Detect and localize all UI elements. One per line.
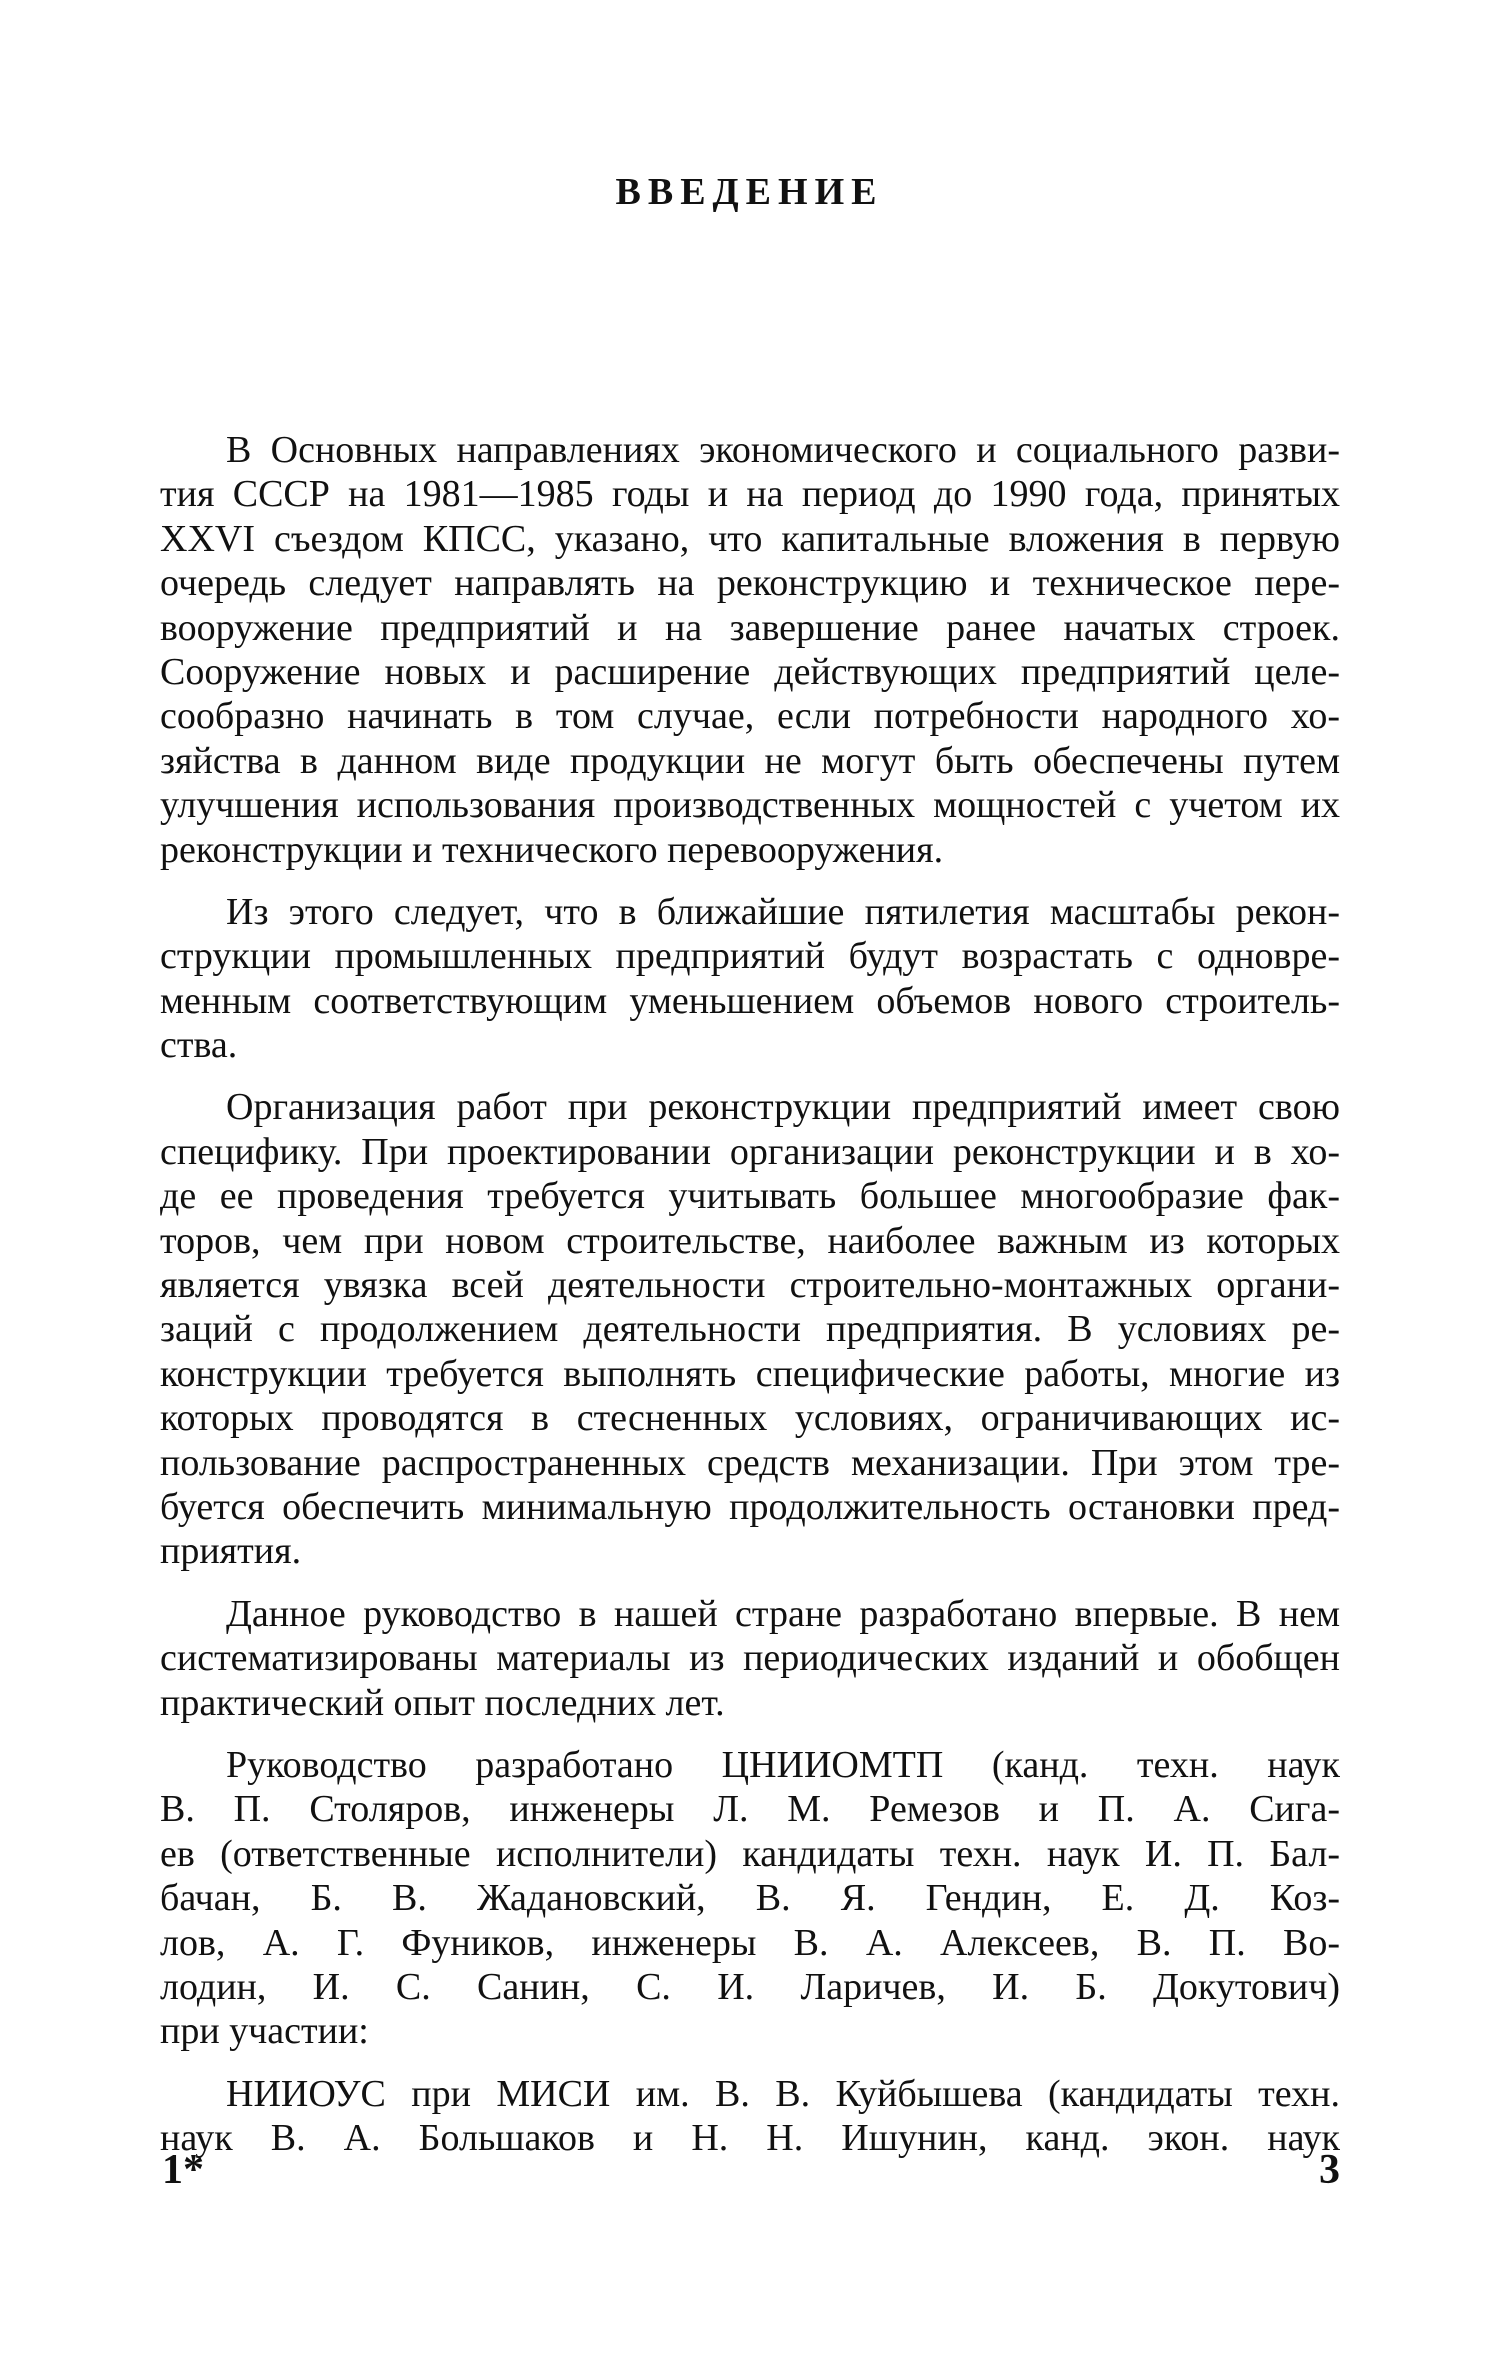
text-line: пользование распространенных средств механизации. При этом тре- (160, 1441, 1340, 1484)
text-line: Руководство разработано ЦНИИОМТП (канд. техн. наук (226, 1743, 1340, 1786)
text-line: В. П. Столяров, инженеры Л. М. Ремезов и П. А. Сига- (160, 1788, 1340, 1831)
text-line: при участии: (160, 2010, 369, 2053)
text-line: торов, чем при новом строительстве, наиболее важным из которых (160, 1219, 1340, 1262)
text-line: практический опыт последних лет. (160, 1681, 725, 1724)
paragraph (160, 1592, 1340, 1725)
text-line: менным соответствующим уменьшением объемов нового строитель- (160, 979, 1340, 1022)
text-line: Из этого следует, что в ближайшие пятилетия масштабы рекон- (226, 890, 1340, 933)
text-line: струкции промышленных предприятий будут возрастать с одновре- (160, 935, 1340, 978)
text-line: является увязка всей деятельности строительно-монтажных органи- (160, 1264, 1340, 1307)
text-line: Организация работ при реконструкции предприятий имеет свою (226, 1086, 1340, 1129)
text-line: вооружение предприятий и на завершение ранее начатых строек. (160, 606, 1340, 649)
text-line: конструкции требуется выполнять специфические работы, многие из (160, 1352, 1340, 1395)
text-line: лодин, И. С. Санин, С. И. Ларичев, И. Б. Докутович) (160, 1965, 1340, 2008)
text-line: реконструкции и технического перевооружения. (160, 828, 944, 871)
text-line: Данное руководство в нашей стране разработано впервые. В нем (226, 1592, 1340, 1635)
paragraph (160, 2072, 1340, 2161)
page-number: 3 (1319, 2147, 1340, 2193)
text-line: бачан, Б. В. Жадановский, В. Я. Гендин, Е. Д. Коз- (160, 1877, 1340, 1920)
text-line: ев (ответственные исполнители) кандидаты техн. наук И. П. Бал- (160, 1832, 1340, 1875)
text-line: НИИОУС при МИСИ им. В. В. Куйбышева (кандидаты техн. (226, 2072, 1340, 2115)
paragraph (160, 428, 1340, 872)
text-line: которых проводятся в стесненных условиях, ограничивающих ис- (160, 1397, 1340, 1440)
text-line: ства. (160, 1024, 238, 1067)
paragraph (160, 1085, 1340, 1573)
text-line: лов, А. Г. Фуников, инженеры В. А. Алексеев, В. П. Во- (160, 1921, 1340, 1964)
text-line: буется обеспечить минимальную продолжительность остановки пред- (160, 1485, 1340, 1528)
paragraph (160, 890, 1340, 1068)
text-line: заций с продолжением деятельности предприятия. В условиях ре- (160, 1308, 1340, 1351)
text-line: тия СССР на 1981—1985 годы и на период до 1990 года, принятых (160, 473, 1340, 516)
text-line: В Основных направлениях экономического и социального разви- (226, 429, 1340, 471)
page-title: ВВЕДЕНИЕ (615, 171, 884, 213)
text-line: Сооружение новых и расширение действующих предприятий целе- (160, 650, 1340, 693)
text-line: сообразно начинать в том случае, если потребности народного хо- (160, 695, 1340, 738)
text-line: наук В. А. Большаков и Н. Н. Ишунин, канд. экон. наук (160, 2117, 1340, 2160)
body-text (160, 428, 1340, 2178)
text-line: XXVI съездом КПСС, указано, что капитальные вложения в первую (160, 517, 1340, 560)
text-line: приятия. (160, 1530, 302, 1573)
text-line: специфику. При проектировании организации реконструкции и в хо- (160, 1130, 1340, 1173)
text-line: очередь следует направлять на реконструкцию и техническое пере- (160, 562, 1340, 605)
text-line: систематизированы материалы из периодических изданий и обобщен (160, 1637, 1340, 1680)
paragraph (160, 1743, 1340, 2054)
text-line: зяйства в данном виде продукции не могут быть обеспечены путем (160, 739, 1340, 782)
text-line: де ее проведения требуется учитывать большее многообразие фак- (160, 1175, 1340, 1218)
text-line: улучшения использования производственных мощностей с учетом их (160, 784, 1340, 827)
signature-mark: 1* (162, 2147, 204, 2193)
